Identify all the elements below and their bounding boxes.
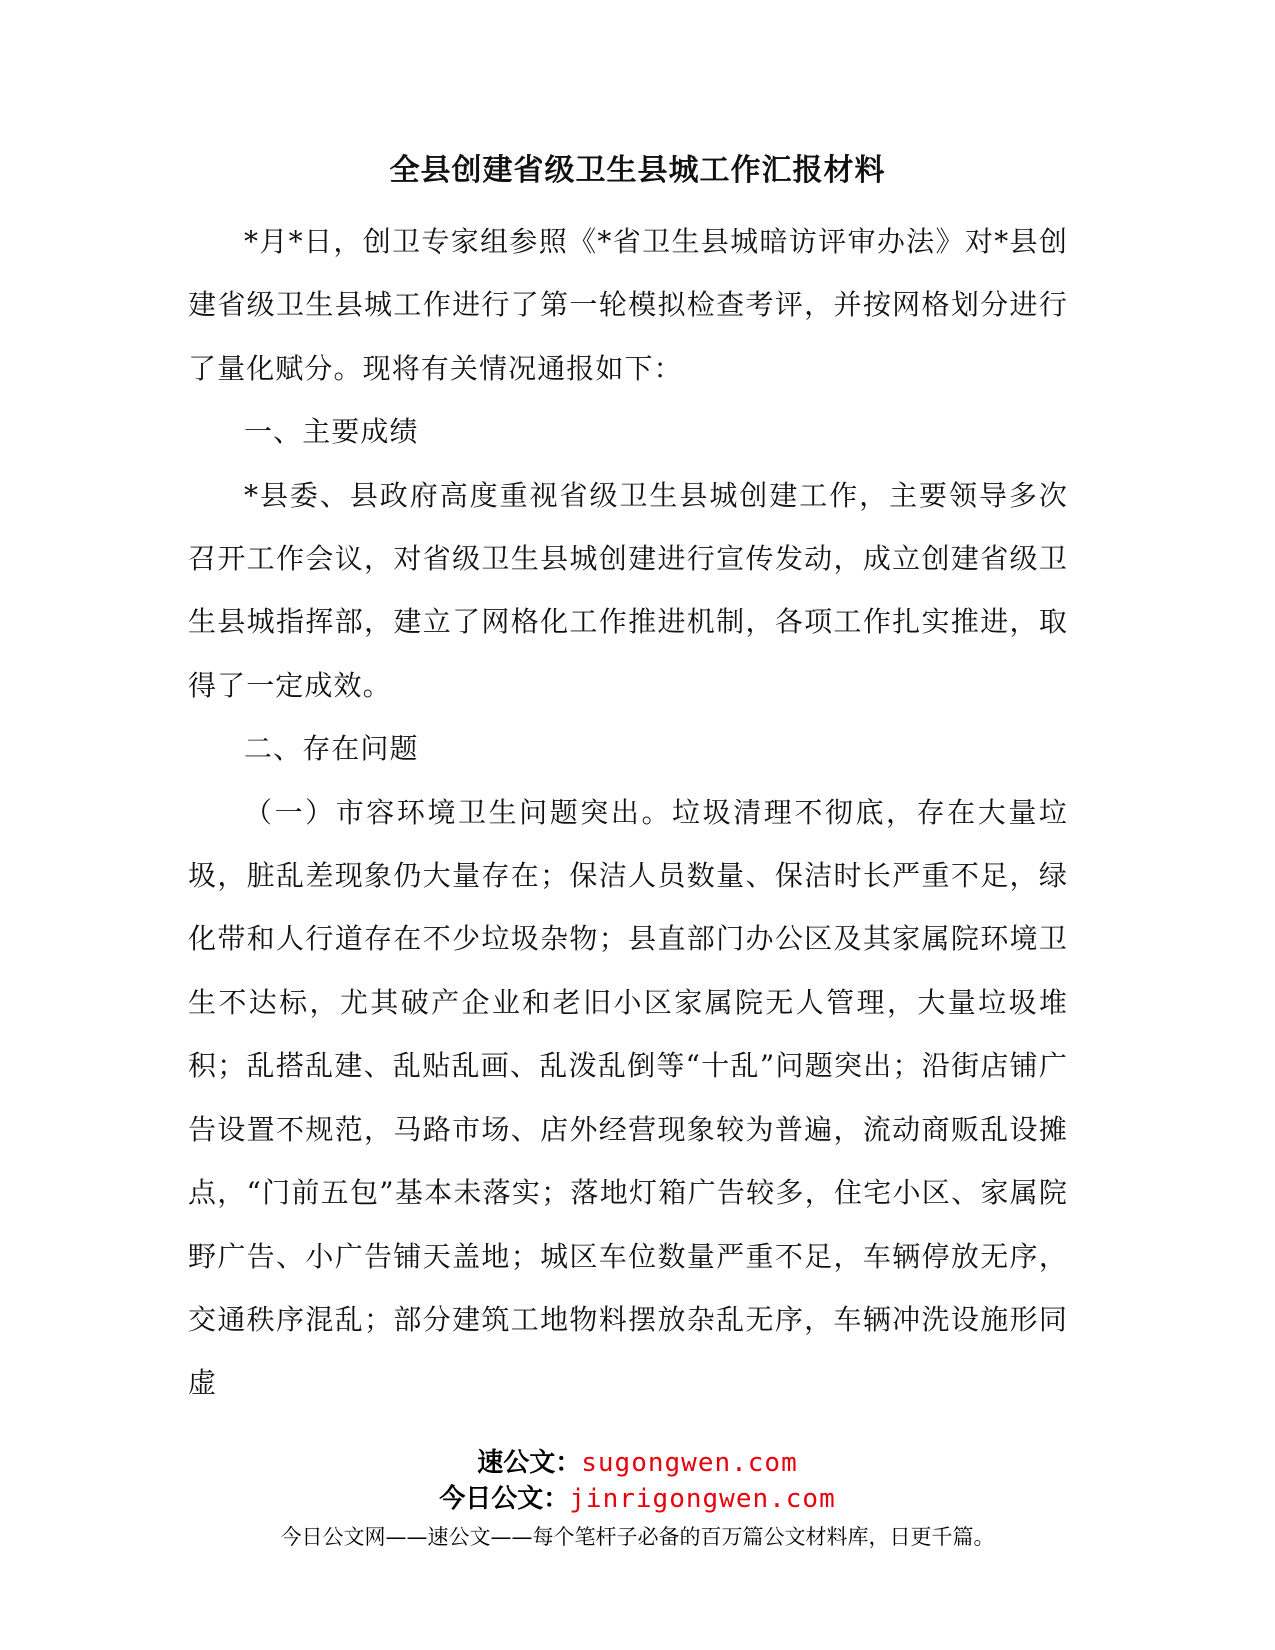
problems-paragraph-1: （一）市容环境卫生问题突出。垃圾清理不彻底，存在大量垃圾，脏乱差现象仍大量存在；保洁人员数量、保洁时长严重不足，绿化带和人行道存在不少垃圾杂物；县直部门办公区及其家属院环境卫生不达标，尤其破产企业和老旧小区家属院无人管理，大量垃圾堆积；乱搭乱建、乱贴乱画、乱泼乱倒等“十乱”问题突出；沿街店铺广告设置不规范，马路市场、店外经营现象较为普遍，流动商贩乱设摊点，“门前五包”基本未落实；落地灯箱广告较多，住宅小区、家属院野广告、小广告铺天盖地；城区车位数量严重不足，车辆停放无序，交通秩序混乱；部分建筑工地物料摆放杂乱无序，车辆冲洗设施形同虚 xyxy=(188,795,1068,1400)
footer-slogan: 今日公文网——速公文——每个笔杆子必备的百万篇公文材料库，日更千篇。 xyxy=(280,1525,995,1549)
jinrigongwen-link[interactable]: jinrigongwen.com xyxy=(569,1484,836,1514)
intro-paragraph: *月*日，创卫专家组参照《*省卫生县城暗访评审办法》对*县创建省级卫生县城工作进行了第一轮模拟检查考评，并按网格划分进行了量化赋分。现将有关情况通报如下： xyxy=(188,225,1068,385)
achievements-paragraph: *县委、县政府高度重视省级卫生县城创建工作，主要领导多次召开工作会议，对省级卫生县城创建进行宣传发动，成立创建省级卫生县城指挥部，建立了网格化工作推进机制，各项工作扎实推进，取得了一定成效。 xyxy=(188,478,1068,702)
footer-label-jinrigongwen: 今日公文： xyxy=(439,1484,570,1514)
document-body xyxy=(188,210,1068,1415)
footer-label-sugongwen: 速公文： xyxy=(477,1448,582,1478)
footer-line-jinrigongwen xyxy=(0,1481,1275,1517)
watermark-footer xyxy=(0,1445,1275,1554)
section-heading-achievements: 一、主要成绩 xyxy=(244,415,419,449)
sugongwen-link[interactable]: sugongwen.com xyxy=(581,1448,798,1478)
page-title: 全县创建省级卫生县城工作汇报材料 xyxy=(389,153,886,188)
footer-line-sugongwen xyxy=(0,1445,1275,1481)
section-heading-problems: 二、存在问题 xyxy=(244,732,419,766)
